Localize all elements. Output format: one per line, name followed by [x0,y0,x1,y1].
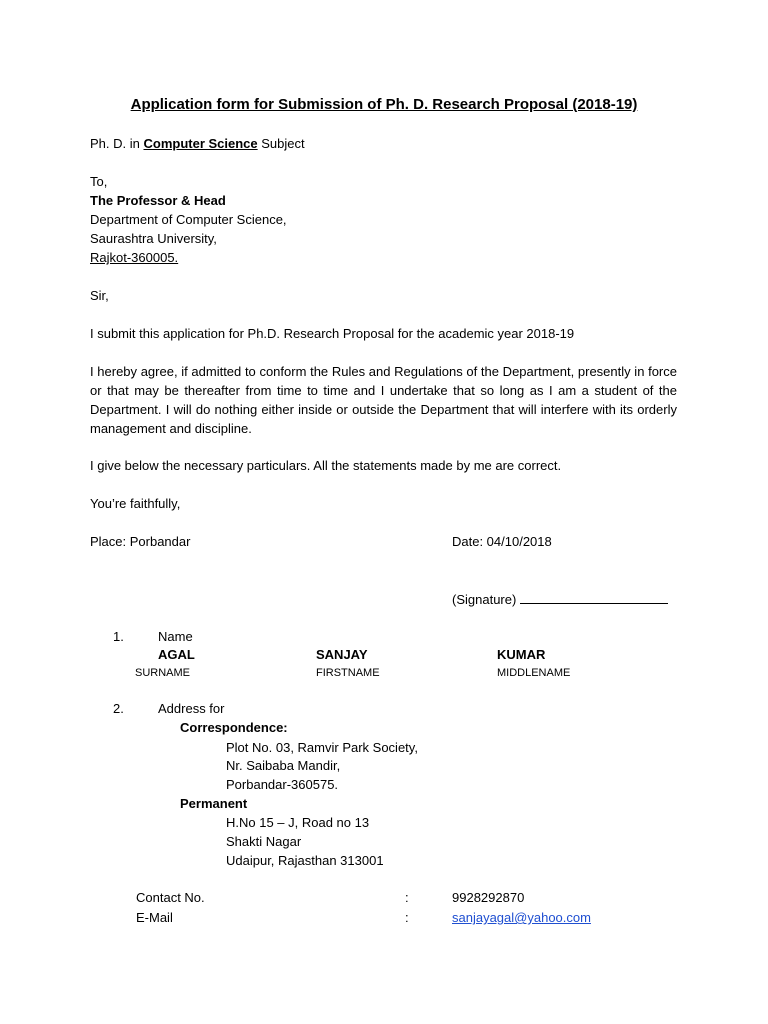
signature-label: (Signature) [452,592,517,607]
surname-label: SURNAME [135,667,191,679]
permanent-line: Udaipur, Rajasthan 313001 [226,853,384,868]
permanent-line: H.No 15 – J, Road no 13 [226,815,370,830]
email-label: E-Mail [136,910,173,925]
subject-suffix: Subject [261,136,305,151]
subject-name: Computer Science [143,136,258,151]
contact-colon: : [405,890,409,905]
firstname-label: FIRSTNAME [316,667,380,679]
signature-field [452,590,668,609]
subject-prefix: Ph. D. in [90,136,140,151]
signature-line [520,590,668,604]
addressee-university: Saurashtra University, [90,231,217,246]
subject-line [90,135,305,153]
paragraph-2: I hereby agree, if admitted to conform the Rules and Regulations of the Department, presently in force or that may be thereafter from time to time and I undertake that so long as I am a student of the Department. I will do nothing either inside or outside the Department that will interfere with its orderly management and discipline. [90,364,677,436]
page-title: Application form for Submission of Ph. D. Research Proposal (2018-19) [130,96,638,113]
addressee-dept: Department of Computer Science, [90,212,287,227]
permanent-line: Shakti Nagar [226,834,302,849]
salutation: Sir, [90,288,109,303]
closing: You’re faithfully, [90,496,181,511]
email-link[interactable]: sanjayagal@yahoo.com [452,910,591,925]
surname-value: AGAL [158,647,195,662]
correspondence-label: Correspondence: [180,720,288,735]
middlename-label: MIDDLENAME [497,667,571,679]
contact-value: 9928292870 [452,890,525,905]
paragraph-1: I submit this application for Ph.D. Research Proposal for the academic year 2018-19 [90,326,575,341]
date: Date: 04/10/2018 [452,534,552,549]
firstname-value: SANJAY [316,647,368,662]
addressee-to: To, [90,174,108,189]
correspondence-line: Nr. Saibaba Mandir, [226,758,341,773]
addressee-city: Rajkot-360005. [90,250,179,265]
correspondence-line: Porbandar-360575. [226,777,339,792]
middlename-value: KUMAR [497,647,546,662]
item-number-address: 2. [113,701,124,716]
permanent-label: Permanent [180,796,248,811]
item-label-address: Address for [158,701,225,716]
item-label-name: Name [158,629,193,644]
item-number-name: 1. [113,629,124,644]
correspondence-line: Plot No. 03, Ramvir Park Society, [226,740,418,755]
email-colon: : [405,910,409,925]
contact-label: Contact No. [136,890,205,905]
paragraph-3: I give below the necessary particulars. All the statements made by me are correct. [90,458,562,473]
addressee-name: The Professor & Head [90,193,226,208]
place: Place: Porbandar [90,534,191,549]
